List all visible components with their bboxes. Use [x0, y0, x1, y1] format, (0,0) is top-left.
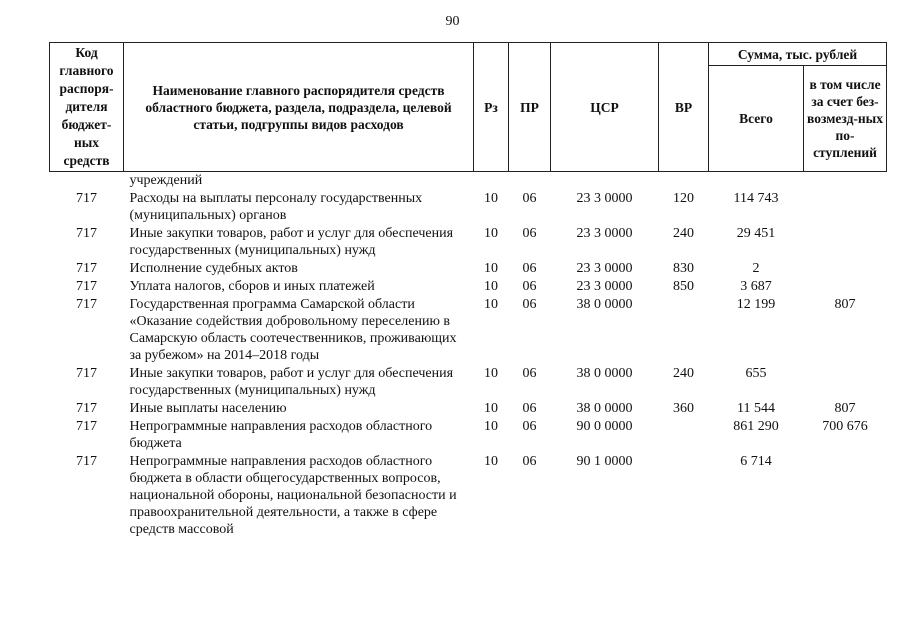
cell-total: 12 199	[736, 297, 776, 312]
table-header	[50, 43, 887, 172]
cell-rz: 10	[484, 279, 498, 294]
cell-csr: 38 0 0000	[576, 366, 633, 381]
header-own: в том числе за счет без-возмезд-ных по-ступлений	[804, 66, 887, 172]
cell-rz: 10	[484, 366, 498, 381]
page-number: 90	[445, 14, 460, 29]
cell-total: 2	[752, 261, 760, 276]
cell-vr	[659, 452, 709, 538]
cell-own	[804, 189, 887, 224]
cell-total: 6 714	[740, 454, 772, 469]
cell-code: 717	[76, 366, 97, 381]
cell-pr: 06	[522, 297, 537, 312]
cell-rz: 10	[484, 226, 498, 241]
cell-own: 807	[834, 297, 856, 312]
cell-pr: 06	[522, 454, 537, 469]
table-row	[50, 224, 887, 259]
cell-csr: 23 3 0000	[576, 226, 633, 241]
header-rz: Рз	[474, 43, 509, 172]
cell-vr: 240	[673, 226, 694, 241]
cell-pr: 06	[522, 261, 537, 276]
cell-code: 717	[76, 297, 97, 312]
header-pr: ПР	[509, 43, 551, 172]
table-body	[50, 172, 887, 539]
cell-name: Государственная программа Самарской области «Оказание содействия добровольному переселению в Самарскую область соотечественников, проживающих за рубежом» на 2014–2018 годы	[129, 297, 457, 363]
cell-vr: 360	[673, 401, 694, 416]
header-sum: Сумма, тыс. рублей	[709, 43, 887, 66]
cell-name: Иные закупки товаров, работ и услуг для обеспечения государственных (муниципальных) нужд	[129, 366, 454, 398]
table-row	[50, 417, 887, 452]
table-row	[50, 277, 887, 295]
cell-pr: 06	[522, 279, 537, 294]
cell-code: 717	[76, 191, 97, 206]
cell-rz: 10	[484, 297, 498, 312]
cell-code: 717	[76, 401, 97, 416]
cell-rz: 10	[484, 191, 498, 206]
cell-name: Уплата налогов, сборов и иных платежей	[129, 279, 375, 294]
cell-csr: 38 0 0000	[576, 401, 633, 416]
cell-vr	[659, 295, 709, 364]
budget-table	[49, 42, 887, 538]
table-row	[50, 295, 887, 364]
cell-total: 11 544	[737, 401, 775, 416]
cell-own	[804, 277, 887, 295]
cell-code: 717	[76, 419, 97, 434]
cell-code: 717	[76, 279, 97, 294]
cell-rz: 10	[484, 261, 498, 276]
cell-vr	[659, 417, 709, 452]
cell-pr: 06	[522, 419, 537, 434]
cell-total: 114 743	[733, 191, 779, 206]
cell-own: 700 676	[822, 419, 868, 434]
cell-total: 861 290	[733, 419, 779, 434]
cell-vr: 120	[673, 191, 694, 206]
cell-code: 717	[76, 261, 97, 276]
cell-name: Непрограммные направления расходов областного бюджета в области общегосударственных вопросов, национальной обороны, национальной безопасности и правоохранительной деятельности, а также в сфере средств массовой	[129, 454, 457, 537]
table-row	[50, 399, 887, 417]
cell-own	[804, 452, 887, 538]
table-row	[50, 364, 887, 399]
cell-csr: 90 1 0000	[576, 454, 633, 469]
cell-pr: 06	[522, 401, 537, 416]
header-vr: ВР	[659, 43, 709, 172]
cell-name: Непрограммные направления расходов областного бюджета	[129, 419, 433, 451]
cell-own: 807	[834, 401, 856, 416]
cell-name: Иные выплаты населению	[129, 401, 287, 416]
cell-code: 717	[76, 226, 97, 241]
header-code: Код главного распоря-дителя бюджет-ных средств	[50, 43, 124, 172]
cell-csr: 23 3 0000	[576, 279, 633, 294]
cell-total: 29 451	[736, 226, 776, 241]
cell-own	[804, 224, 887, 259]
header-name: Наименование главного распорядителя средств областного бюджета, раздела, подраздела, целевой статьи, подгруппы видов расходов	[124, 43, 474, 172]
cell-vr: 850	[673, 279, 694, 294]
cell-pr: 06	[522, 191, 537, 206]
cell-total: 3 687	[740, 279, 772, 294]
cell-rz: 10	[484, 454, 498, 469]
header-total: Всего	[709, 66, 804, 172]
table-row	[50, 452, 887, 538]
cell-pr: 06	[522, 366, 537, 381]
cell-csr: 38 0 0000	[576, 297, 633, 312]
table-row	[50, 189, 887, 224]
table-row	[50, 259, 887, 277]
cell-code: 717	[76, 454, 97, 469]
cell-total: 655	[745, 366, 767, 381]
cell-csr: 23 3 0000	[576, 191, 633, 206]
cell-csr: 23 3 0000	[576, 261, 633, 276]
cell-name: Расходы на выплаты персоналу государственных (муниципальных) органов	[129, 191, 423, 223]
header-csr: ЦСР	[551, 43, 659, 172]
cell-pr: 06	[522, 226, 537, 241]
cell-name: Исполнение судебных актов	[129, 261, 298, 276]
cell-name: Иные закупки товаров, работ и услуг для обеспечения государственных (муниципальных) нужд	[129, 226, 454, 258]
cell-rz: 10	[484, 401, 498, 416]
cell-vr: 830	[673, 261, 694, 276]
cell-vr: 240	[673, 366, 694, 381]
cell-own	[804, 364, 887, 399]
cell-rz: 10	[484, 419, 498, 434]
cell-csr: 90 0 0000	[576, 419, 633, 434]
continuation-text: учреждений	[129, 173, 203, 188]
cell-own	[804, 259, 887, 277]
